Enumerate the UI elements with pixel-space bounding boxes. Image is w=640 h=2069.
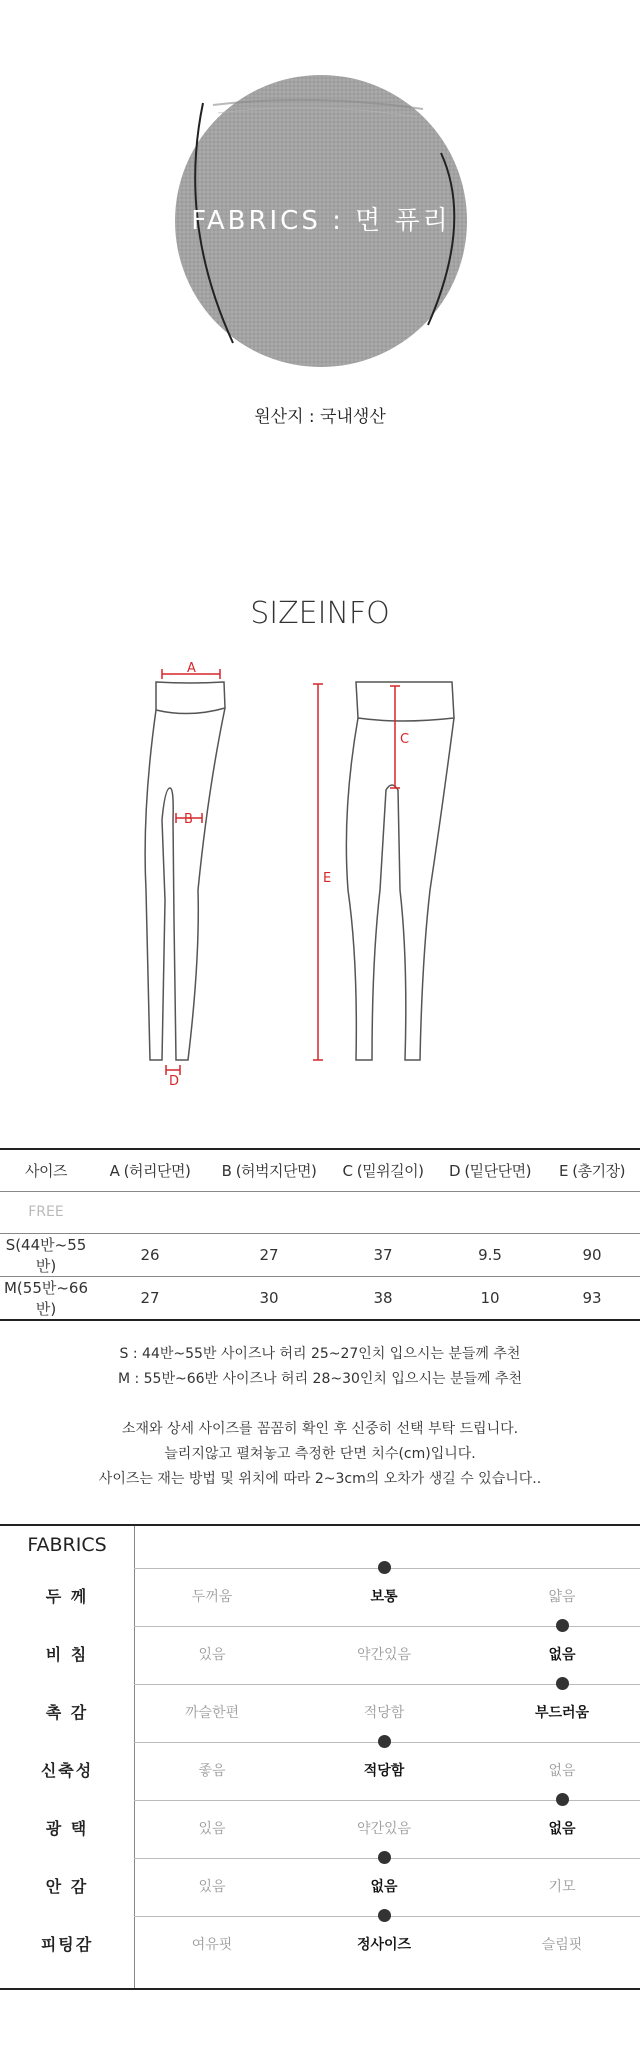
origin-text: 원산지 : 국내생산	[254, 407, 386, 427]
fabric-attribute-row	[0, 1684, 640, 1742]
leggings-front-outline	[145, 682, 225, 1060]
fabric-attribute-row	[0, 1742, 640, 1800]
fabric-option: 약간있음	[356, 1821, 412, 1837]
fabric-option: 보통	[370, 1589, 398, 1605]
selected-marker-dot	[556, 1793, 569, 1806]
fabric-option: 없음	[548, 1821, 576, 1837]
fabric-option: 적당함	[363, 1763, 405, 1779]
fabric-attribute-label: 피팅감	[40, 1935, 94, 1954]
size-cell: 26	[92, 1233, 208, 1276]
fabric-option: 적당함	[363, 1705, 405, 1721]
size-table-row	[0, 1276, 640, 1320]
fabric-option: 있음	[198, 1879, 226, 1895]
measure-label-b: B	[184, 812, 193, 827]
size-cell: 38	[373, 1288, 393, 1307]
fabric-option: 여유핏	[191, 1937, 233, 1953]
fabric-attribute-label: 안 감	[45, 1877, 89, 1896]
selected-marker-dot	[378, 1909, 391, 1922]
fabric-attribute-label: 광 택	[45, 1819, 89, 1838]
note-line: S : 44반~55반 사이즈나 허리 25~27인치 입으시는 분들께 추천	[119, 1346, 521, 1362]
size-header-cell: E (총기장)	[544, 1149, 640, 1191]
size-cell: 10	[480, 1288, 500, 1307]
size-cell: S(44반~55반)	[0, 1233, 92, 1276]
size-table	[0, 1148, 640, 1321]
size-cell: 9.5	[436, 1233, 544, 1276]
fabric-option: 부드러움	[534, 1705, 590, 1721]
selected-marker-dot	[556, 1619, 569, 1632]
fabric-option: 기모	[548, 1879, 576, 1895]
fabric-option: 좋음	[198, 1763, 226, 1779]
size-table-row	[0, 1233, 640, 1276]
size-header-cell: D (밑단단면)	[436, 1149, 544, 1191]
fabric-option: 없음	[548, 1647, 576, 1663]
fabric-attribute-label: 촉 감	[45, 1703, 89, 1722]
fabric-option: 얇음	[548, 1589, 576, 1605]
fabric-attribute-row	[0, 1916, 640, 1974]
size-cell: 90	[544, 1233, 640, 1276]
selected-marker-dot	[378, 1735, 391, 1748]
fabric-option: 두꺼움	[191, 1589, 233, 1605]
fabric-option: 있음	[198, 1647, 226, 1663]
fabric-attribute-label: 신축성	[40, 1761, 94, 1780]
size-cell: 27	[208, 1233, 330, 1276]
size-table-row	[0, 1191, 640, 1233]
measure-label-d: D	[169, 1074, 180, 1089]
measure-label-a: A	[187, 661, 196, 676]
size-cell: 93	[582, 1288, 602, 1307]
size-header-cell: A (허리단면)	[92, 1149, 208, 1191]
size-notes	[0, 1342, 640, 1492]
fabric-attribute-row	[0, 1568, 640, 1626]
selected-marker-dot	[378, 1851, 391, 1864]
fabric-option: 까슬한편	[184, 1705, 240, 1721]
fabrics-table	[0, 1524, 640, 1990]
measure-label-c: C	[400, 732, 410, 747]
free-size-label: FREE	[0, 1191, 92, 1233]
fabric-option: 있음	[198, 1821, 226, 1837]
size-header-cell: C (밑위길이)	[330, 1149, 436, 1191]
fabric-option: 없음	[548, 1763, 576, 1779]
size-header-cell: B (허벅지단면)	[208, 1149, 330, 1191]
measure-label-e: E	[323, 871, 332, 886]
selected-marker-dot	[556, 1677, 569, 1690]
fabrics-heading: FABRICS	[27, 1534, 107, 1556]
fabric-option: 없음	[370, 1879, 398, 1895]
note-line: 소재와 상세 사이즈를 꼼꼼히 확인 후 신중히 선택 부탁 드립니다.	[121, 1421, 519, 1437]
size-cell: 27	[140, 1288, 160, 1307]
size-header-cell: 사이즈	[0, 1149, 92, 1191]
note-line: 사이즈는 재는 방법 및 위치에 따라 2~3cm의 오차가 생길 수 있습니다..	[98, 1471, 542, 1487]
size-cell: 37	[330, 1233, 436, 1276]
leggings-size-diagram	[130, 660, 510, 1090]
fabric-attribute-label: 비 침	[45, 1645, 89, 1664]
fabric-name-label: FABRICS : 면 퓨리	[191, 206, 451, 236]
fabric-option: 약간있음	[356, 1647, 412, 1663]
size-cell: M(55반~66반)	[3, 1278, 89, 1318]
size-table-header	[0, 1149, 640, 1191]
fabric-option: 정사이즈	[356, 1937, 412, 1953]
size-cell: 30	[259, 1288, 279, 1307]
size-info-title: SIZEINFO	[250, 596, 390, 631]
note-line: M : 55반~66반 사이즈나 허리 28~30인치 입으시는 분들께 추천	[117, 1371, 523, 1387]
selected-marker-dot	[378, 1561, 391, 1574]
note-line: 늘리지않고 펼쳐놓고 측정한 단면 치수(cm)입니다.	[164, 1446, 476, 1462]
fabric-attribute-row	[0, 1626, 640, 1684]
fabric-option: 슬림핏	[541, 1937, 583, 1953]
fabric-attribute-row	[0, 1800, 640, 1858]
fabric-attribute-label: 두 께	[45, 1587, 89, 1606]
fabric-attribute-row	[0, 1858, 640, 1916]
